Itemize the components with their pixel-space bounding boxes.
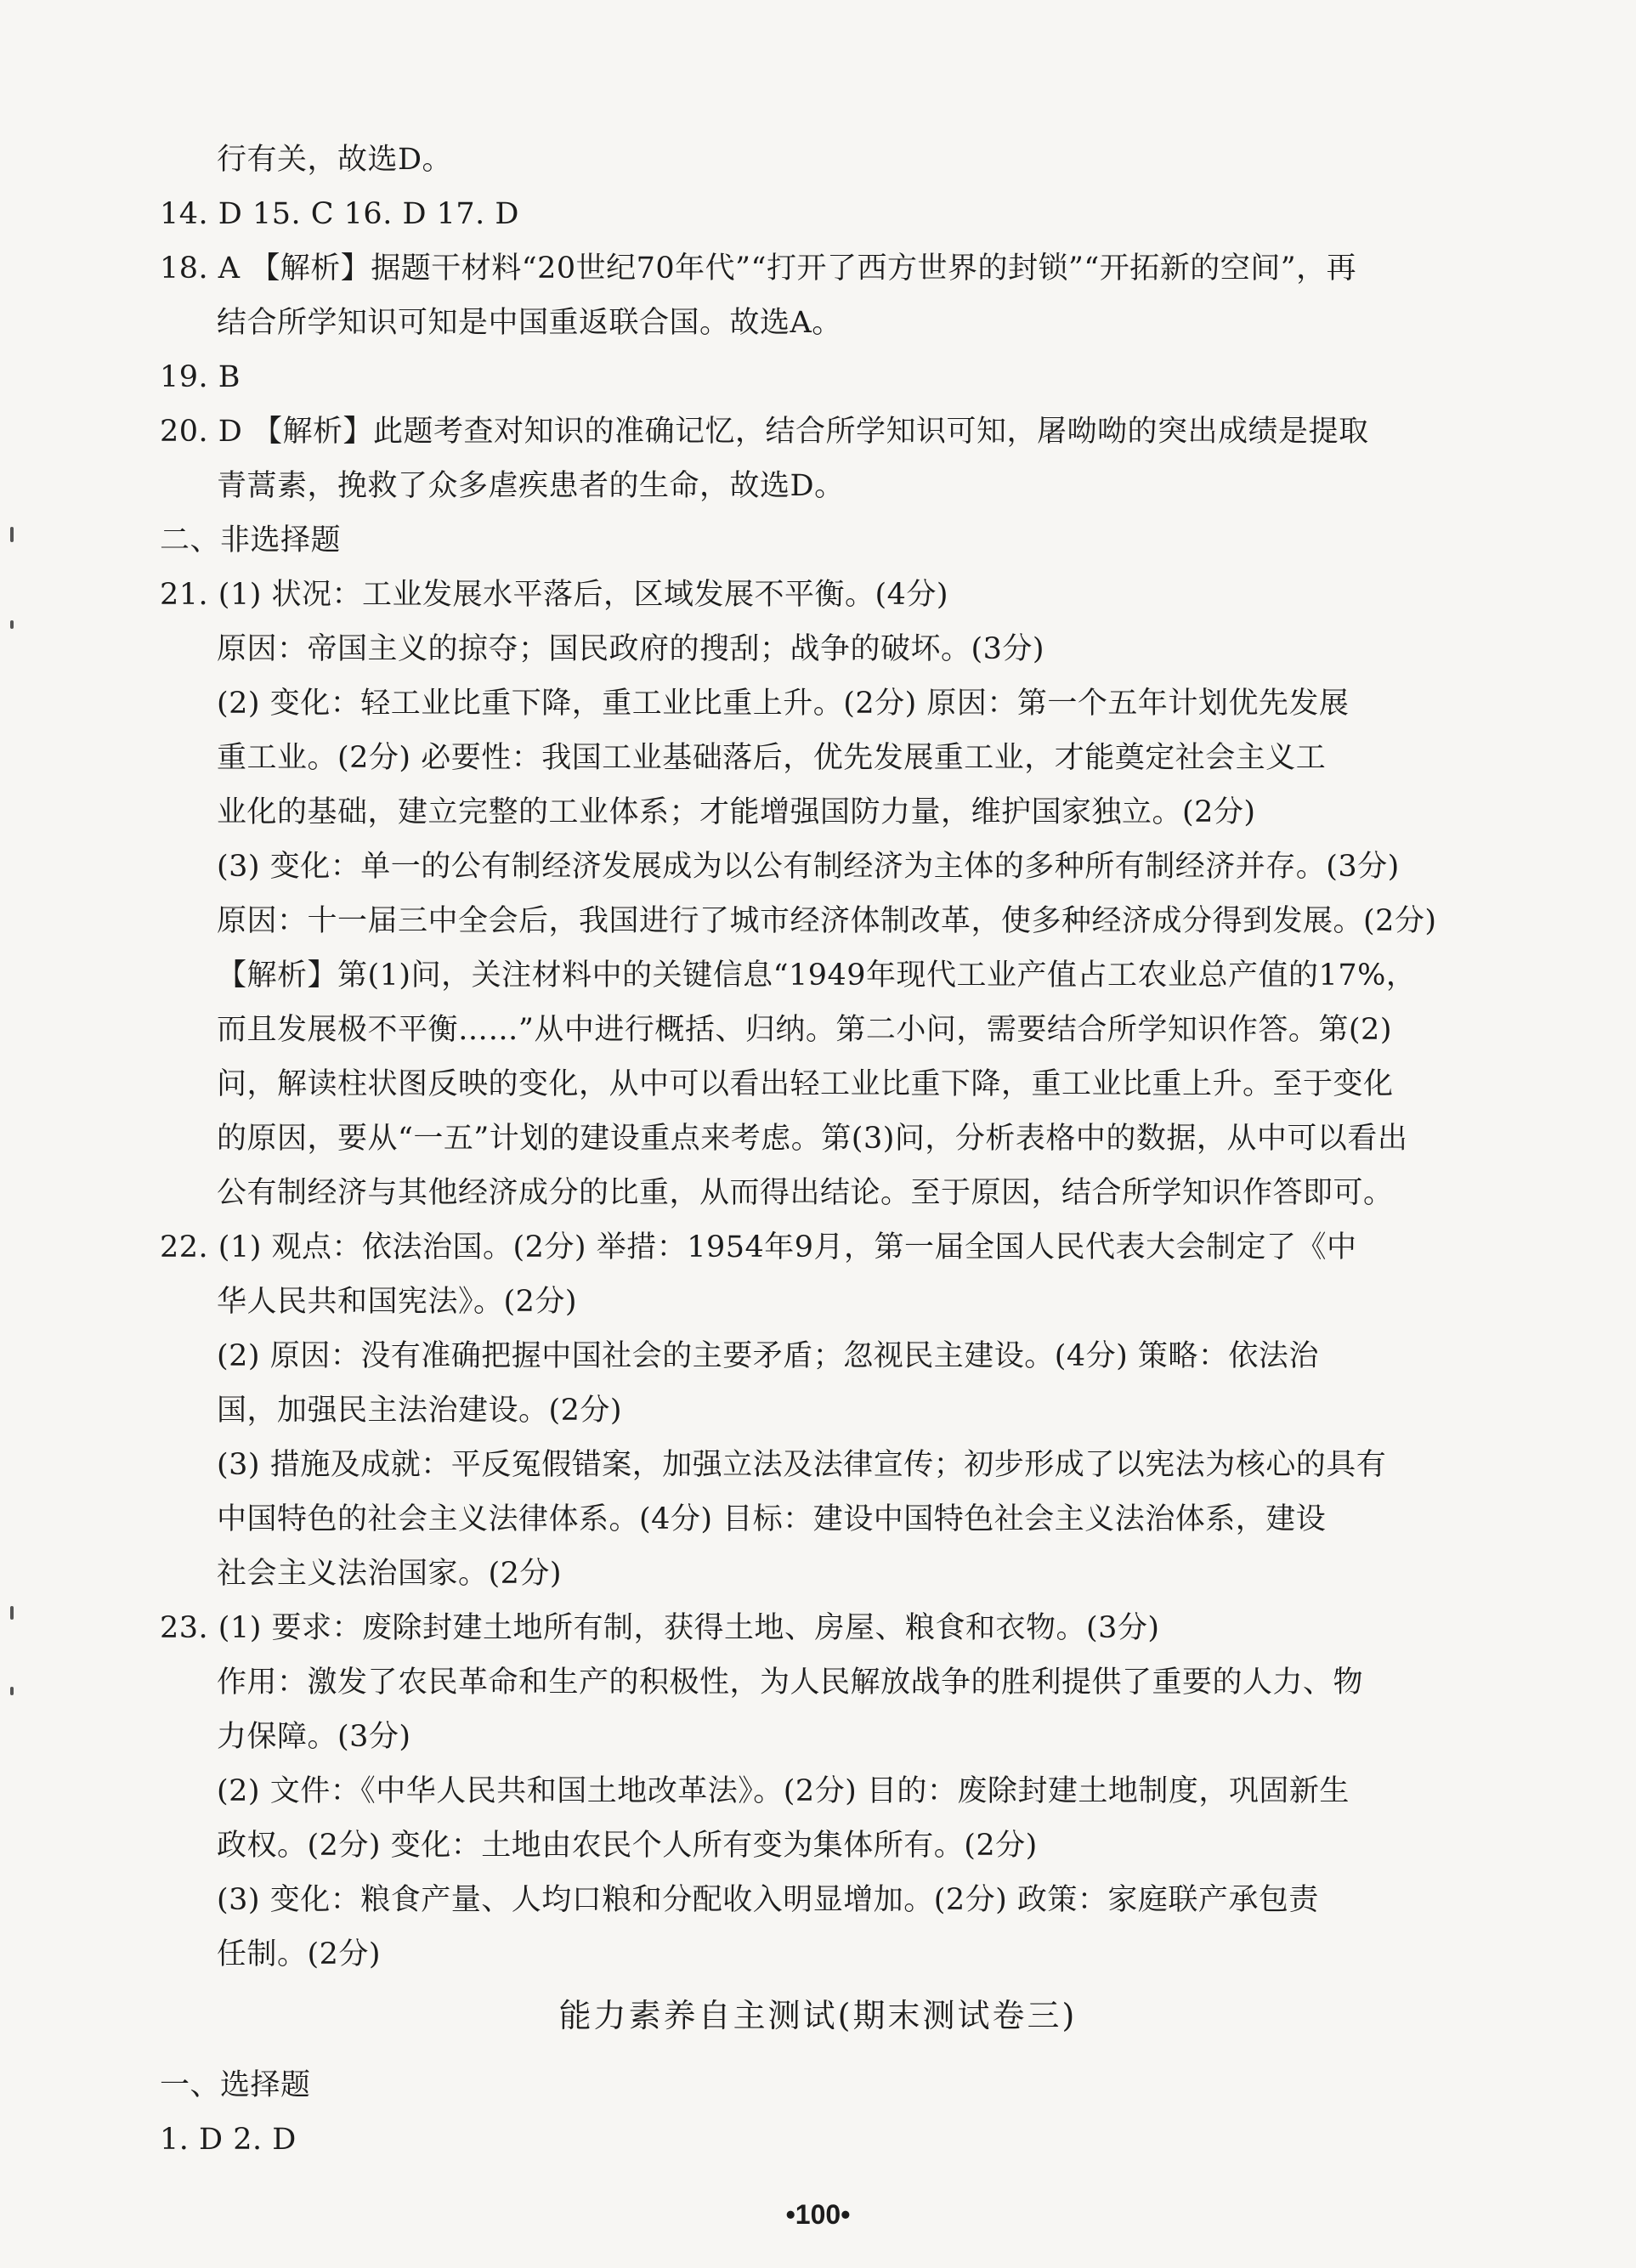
text-line: 青蒿素，挽救了众多虐疾患者的生命，故选D。 <box>217 469 845 503</box>
scan-mark <box>10 620 14 629</box>
text-line: 问，解读柱状图反映的变化，从中可以看出轻工业比重下降，重工业比重上升。至于变化 <box>217 1067 1394 1101</box>
text-line: 华人民共和国宪法》。(2分) <box>217 1285 578 1319</box>
text-line: 中国特色的社会主义法律体系。(4分) 目标：建设中国特色社会主义法治体系，建设 <box>217 1502 1327 1536</box>
text-line: (2) 原因：没有准确把握中国社会的主要矛盾；忽视民主建设。(4分) 策略：依法治 <box>217 1339 1319 1373</box>
answer-line: 21. (1) 状况：工业发展水平落后，区域发展不平衡。(4分) <box>160 578 949 612</box>
section-heading: 一、选择题 <box>160 2068 311 2102</box>
text-line: 原因：帝国主义的掠夺；国民政府的搜刮；战争的破坏。(3分) <box>217 632 1045 666</box>
answer-line: 18. A 【解析】据题干材料“20世纪70年代”“打开了西方世界的封锁”“开拓新的空间”，再 <box>160 252 1357 286</box>
text-line: (2) 文件：《中华人民共和国土地改革法》。(2分) 目的：废除封建土地制度，巩固新生 <box>217 1774 1350 1808</box>
answer-line: 1. D 2. D <box>160 2123 297 2157</box>
text-line: 原因：十一届三中全会后，我国进行了城市经济体制改革，使多种经济成分得到发展。(2分) <box>217 904 1437 938</box>
text-line: 公有制经济与其他经济成分的比重，从而得出结论。至于原因，结合所学知识作答即可。 <box>217 1176 1394 1210</box>
text-line: 业化的基础，建立完整的工业体系；才能增强国防力量，维护国家独立。(2分) <box>217 795 1256 829</box>
scan-mark <box>10 1687 14 1695</box>
text-line: 作用：激发了农民革命和生产的积极性，为人民解放战争的胜利提供了重要的人力、物 <box>217 1666 1364 1700</box>
scan-mark <box>10 1606 14 1620</box>
answer-line: 20. D 【解析】此题考查对知识的准确记忆，结合所学知识可知，屠呦呦的突出成绩是提取 <box>160 415 1369 449</box>
scan-mark <box>10 527 14 542</box>
text-line: 行有关，故选D。 <box>217 143 453 177</box>
text-line: 的原因，要从“一五”计划的建设重点来考虑。第(3)问，分析表格中的数据，从中可以看出 <box>217 1122 1408 1156</box>
answer-line: 19. B <box>160 360 241 394</box>
section-title: 能力素养自主测试(期末测试卷三) <box>558 1997 1078 2034</box>
section-heading: 二、非选择题 <box>160 523 342 557</box>
text-line: 国，加强民主法治建设。(2分) <box>217 1394 623 1428</box>
text-line: 力保障。(3分) <box>217 1720 411 1754</box>
answer-line: 23. (1) 要求：废除封建土地所有制，获得土地、房屋、粮食和衣物。(3分) <box>160 1611 1160 1645</box>
text-line: (2) 变化：轻工业比重下降，重工业比重上升。(2分) 原因：第一个五年计划优先发展 <box>217 687 1350 721</box>
text-line: 【解析】第(1)问，关注材料中的关键信息“1949年现代工业产值占工农业总产值的17%， <box>217 959 1417 993</box>
text-line: (3) 措施及成就：平反冤假错案，加强立法及法律宣传；初步形成了以宪法为核心的具有 <box>217 1448 1387 1482</box>
text-line: (3) 变化：单一的公有制经济发展成为以公有制经济为主体的多种所有制经济并存。(3分) <box>217 850 1400 884</box>
text-line: 社会主义法治国家。(2分) <box>217 1557 563 1591</box>
text-line: 重工业。(2分) 必要性：我国工业基础落后，优先发展重工业，才能奠定社会主义工 <box>217 741 1327 775</box>
page-number: •100• <box>785 2199 851 2230</box>
text-line: (3) 变化：粮食产量、人均口粮和分配收入明显增加。(2分) 政策：家庭联产承包责 <box>217 1883 1319 1917</box>
text-line: 政权。(2分) 变化：土地由农民个人所有变为集体所有。(2分) <box>217 1829 1038 1863</box>
answer-line: 22. (1) 观点：依法治国。(2分) 举措：1954年9月，第一届全国人民代表大会制定了《中 <box>160 1230 1357 1264</box>
text-line: 任制。(2分) <box>217 1937 382 1971</box>
text-line: 而且发展极不平衡……”从中进行概括、归纳。第二小问，需要结合所学知识作答。第(2) <box>217 1013 1392 1047</box>
text-line: 结合所学知识可知是中国重返联合国。故选A。 <box>217 306 842 340</box>
answer-line: 14. D 15. C 16. D 17. D <box>160 197 519 231</box>
